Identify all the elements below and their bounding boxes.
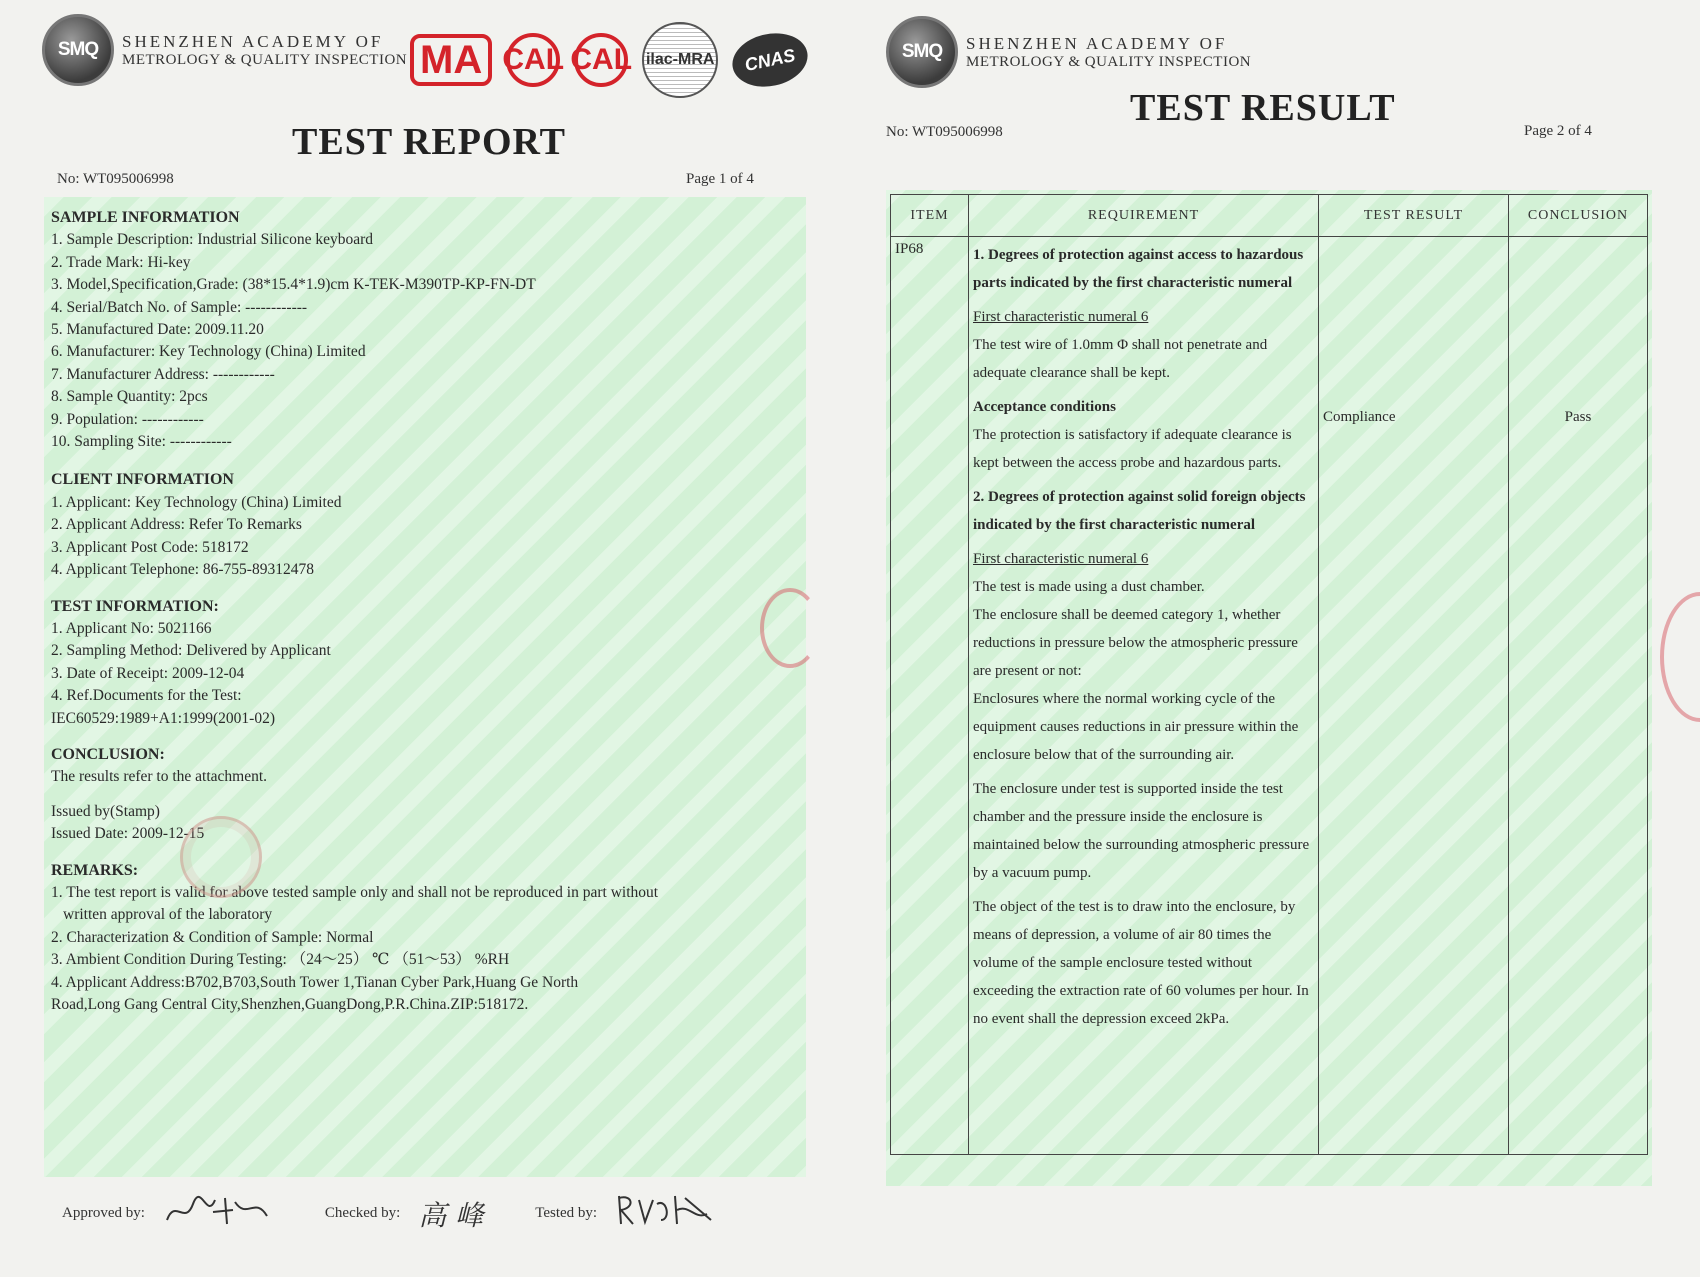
test-result-table bbox=[890, 194, 1648, 1155]
ilac-mra-logo: ilac-MRA bbox=[642, 22, 718, 98]
test-info-list bbox=[51, 618, 799, 730]
sample-item: 1. Sample Description: Industrial Silicone keyboard bbox=[51, 231, 373, 249]
client-info-list bbox=[51, 492, 799, 582]
req-heading-1: 1. Degrees of protection against access to hazardous parts indicated by the first characteristic numeral bbox=[973, 247, 1304, 291]
header-requirement: REQUIREMENT bbox=[969, 195, 1319, 237]
seal-stamp-left bbox=[760, 588, 820, 668]
issued-date: Issued Date: 2009-12-15 bbox=[51, 825, 205, 843]
req-text-2c: Enclosures where the normal working cycle of the equipment causes reductions in air pressure within the enclosure below that of the surrounding air. bbox=[973, 691, 1299, 763]
req-text-2e: The object of the test is to draw into the enclosure, by means of depression, a volume of air 80 times the volume of the sample enclosure tested without exceeding the extraction rate of 60 volumes per hour. In no event shall the depression exceed 2kPa. bbox=[973, 899, 1309, 1027]
cal-logo: CAL bbox=[506, 33, 560, 87]
sample-info-heading: SAMPLE INFORMATION bbox=[51, 209, 240, 226]
header-conclusion: CONCLUSION bbox=[1509, 195, 1648, 237]
smq-logo: SMQ bbox=[42, 14, 114, 86]
sample-item: 9. Population: ------------ bbox=[51, 410, 204, 428]
header-item: ITEM bbox=[891, 195, 969, 237]
client-info-heading: CLIENT INFORMATION bbox=[51, 471, 234, 489]
institute-header bbox=[42, 14, 407, 86]
conclusion-cell bbox=[1509, 237, 1648, 1155]
official-stamp bbox=[180, 816, 262, 898]
test-item: IEC60529:1989+A1:1999(2001-02) bbox=[51, 709, 276, 727]
req-text-1: The test wire of 1.0mm Φ shall not penetrate and adequate clearance shall be kept. bbox=[973, 337, 1268, 381]
remark-2: 2. Characterization & Condition of Sample: Normal bbox=[51, 928, 374, 946]
req-acceptance-text: The protection is satisfactory if adequate clearance is kept between the access probe and hazardous parts. bbox=[973, 427, 1292, 471]
sample-item: 5. Manufactured Date: 2009.11.20 bbox=[51, 321, 264, 339]
conclusion-heading: CONCLUSION: bbox=[51, 745, 165, 763]
report-body bbox=[44, 197, 806, 1177]
tested-signature bbox=[615, 1190, 715, 1237]
sample-item: 4. Serial/Batch No. of Sample: ------------ bbox=[51, 298, 308, 316]
result-body bbox=[886, 190, 1652, 1186]
institute-header-2 bbox=[886, 16, 1251, 88]
client-item: 1. Applicant: Key Technology (China) Limited bbox=[51, 493, 342, 511]
tested-by-label: Tested by: bbox=[535, 1205, 598, 1221]
remark-1-cont: written approval of the laboratory bbox=[63, 906, 273, 924]
test-info-heading: TEST INFORMATION: bbox=[51, 597, 219, 615]
client-item: 2. Applicant Address: Refer To Remarks bbox=[51, 516, 302, 534]
remark-4-cont: Road,Long Gang Central City,Shenzhen,GuangDong,P.R.China.ZIP:518172. bbox=[51, 996, 529, 1013]
requirement-cell bbox=[969, 237, 1319, 1155]
test-item: 2. Sampling Method: Delivered by Applicant bbox=[51, 642, 331, 660]
cal-logo-2: CAL bbox=[574, 33, 628, 87]
req-text-2a: The test is made using a dust chamber. bbox=[973, 579, 1205, 595]
req-numeral-2: First characteristic numeral 6 bbox=[973, 551, 1149, 567]
test-result-cell bbox=[1319, 237, 1509, 1155]
seal-stamp-right bbox=[1660, 592, 1700, 722]
sample-item: 7. Manufacturer Address: ------------ bbox=[51, 365, 275, 383]
remark-3: 3. Ambient Condition During Testing: （24～25） ℃ （51～53） %RH bbox=[51, 951, 510, 969]
test-item: 1. Applicant No: 5021166 bbox=[51, 619, 212, 637]
sample-info-list bbox=[51, 229, 799, 453]
page-title: TEST RESULT bbox=[1130, 87, 1396, 129]
report-page-2 bbox=[866, 0, 1700, 1277]
table-header-row bbox=[891, 195, 1648, 237]
conclusion-value: Pass bbox=[1564, 409, 1592, 425]
checked-by-label: Checked by: bbox=[324, 1205, 401, 1221]
sample-item: 2. Trade Mark: Hi-key bbox=[51, 253, 191, 271]
req-heading-2: 2. Degrees of protection against solid foreign objects indicated by the first characteristic numeral bbox=[973, 489, 1306, 533]
remark-4: 4. Applicant Address:B702,B703,South Tower 1,Tianan Cyber Park,Huang Ge North bbox=[51, 973, 579, 991]
certification-logos bbox=[410, 22, 808, 98]
client-item: 3. Applicant Post Code: 518172 bbox=[51, 538, 249, 556]
sample-item: 6. Manufacturer: Key Technology (China) Limited bbox=[51, 343, 366, 361]
approved-by-label: Approved by: bbox=[62, 1205, 145, 1221]
approved-signature bbox=[163, 1190, 273, 1237]
signature-row bbox=[62, 1190, 802, 1237]
page-number: Page 1 of 4 bbox=[686, 171, 754, 187]
test-item: 4. Ref.Documents for the Test: bbox=[51, 687, 242, 705]
institute-name-line2: METROLOGY & QUALITY INSPECTION bbox=[122, 51, 408, 68]
cnas-logo: CNAS bbox=[728, 27, 813, 94]
page-title: TEST REPORT bbox=[292, 121, 566, 163]
report-number: No: WT095006998 bbox=[886, 124, 1003, 140]
sample-item: 8. Sample Quantity: 2pcs bbox=[51, 388, 208, 406]
remarks-heading: REMARKS: bbox=[51, 861, 139, 879]
header-test-result: TEST RESULT bbox=[1319, 195, 1509, 237]
sample-item: 10. Sampling Site: ------------ bbox=[51, 433, 232, 451]
checked-signature: 高 峰 bbox=[418, 1198, 484, 1232]
client-item: 4. Applicant Telephone: 86-755-89312478 bbox=[51, 561, 314, 579]
smq-logo: SMQ bbox=[886, 16, 958, 88]
item-cell: IP68 bbox=[891, 237, 969, 1155]
req-text-2d: The enclosure under test is supported inside the test chamber and the pressure inside the enclosure is maintained below the surrounding atmospheric pressure by a vacuum pump. bbox=[973, 781, 1310, 881]
page-number: Page 2 of 4 bbox=[1524, 123, 1592, 139]
institute-name-line2: METROLOGY & QUALITY INSPECTION bbox=[966, 53, 1252, 70]
test-result-value: Compliance bbox=[1323, 409, 1396, 425]
req-text-2b: The enclosure shall be deemed category 1, whether reductions in pressure below the atmospheric pressure are present or not: bbox=[973, 607, 1298, 679]
cma-logo: MA bbox=[410, 34, 492, 86]
table-row bbox=[891, 237, 1648, 1155]
req-numeral-1: First characteristic numeral 6 bbox=[973, 309, 1149, 325]
test-item: 3. Date of Receipt: 2009-12-04 bbox=[51, 664, 245, 682]
issued-by: Issued by(Stamp) bbox=[51, 802, 160, 820]
sample-item: 3. Model,Specification,Grade: (38*15.4*1.9)cm K-TEK-M390TP-KP-FN-DT bbox=[51, 276, 536, 294]
report-number: No: WT095006998 bbox=[57, 171, 174, 187]
institute-name-line1: SHENZHEN ACADEMY OF bbox=[122, 31, 384, 51]
remark-1: 1. The test report is valid for above tested sample only and shall not be reproduced in part without bbox=[51, 883, 659, 901]
conclusion-text: The results refer to the attachment. bbox=[51, 768, 268, 786]
institute-name-line1: SHENZHEN ACADEMY OF bbox=[966, 33, 1228, 53]
req-acceptance-heading: Acceptance conditions bbox=[973, 399, 1116, 415]
